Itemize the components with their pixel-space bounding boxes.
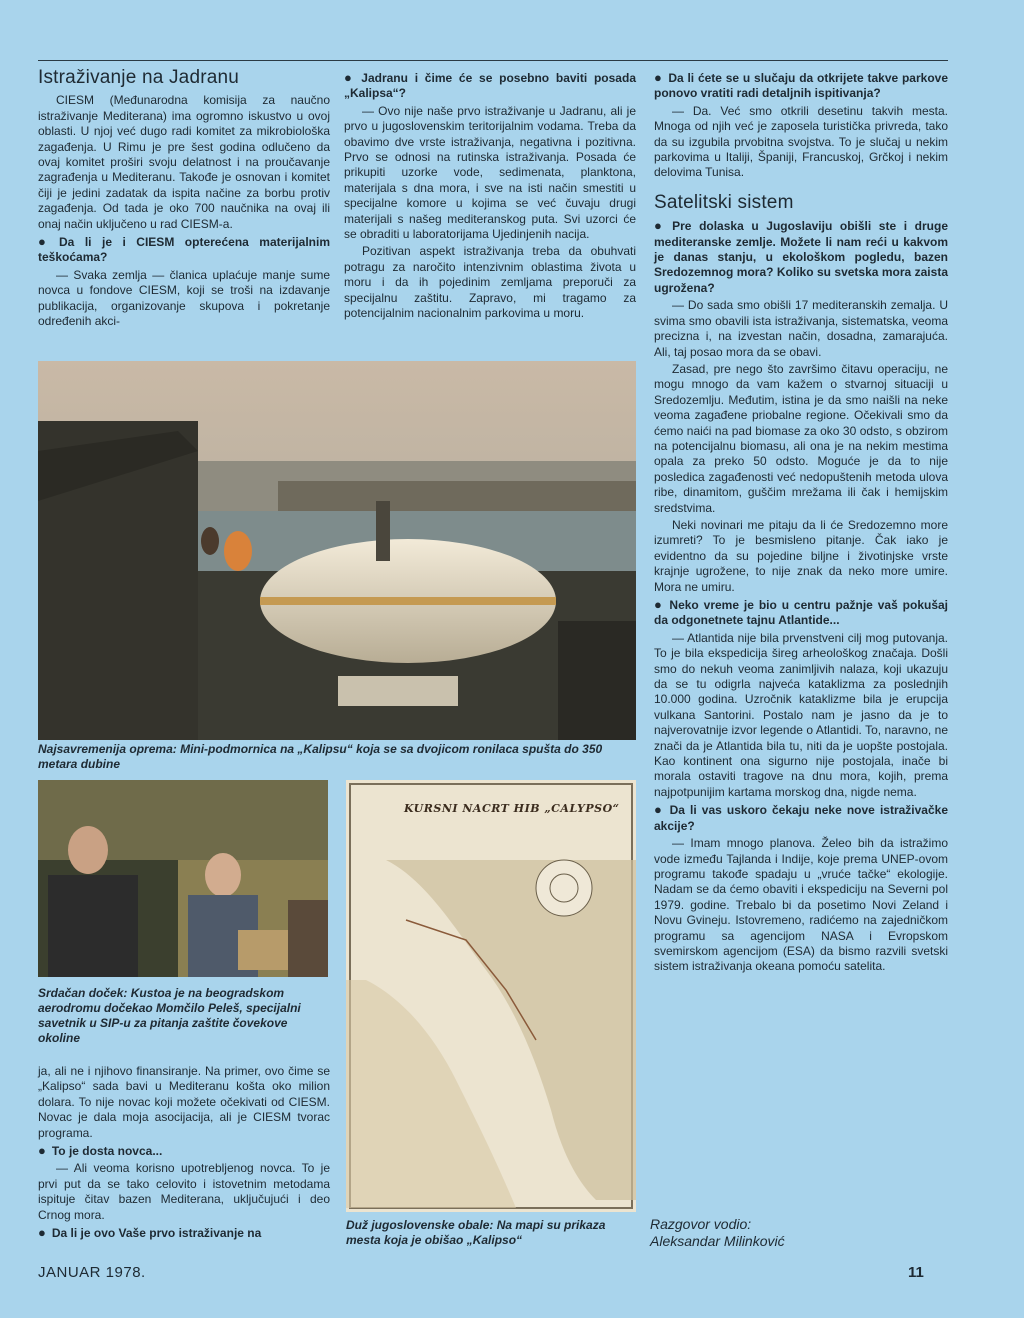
caption-meeting: Srdačan doček: Kustoa je na beogradskom aerodromu dočekao Momčilo Peleš, specijalni savetnik u SIP-u za pitanja zaštite čovekove okoline bbox=[38, 986, 301, 1045]
paragraph: — Da. Već smo otkrili desetinu takvih mesta. Mnoga od njih već je zaposela turistička privreda, tako da su izgubila prvobitna svojstva. To je slučaj u nekim parkovima u Italiji, Španiji, Francuskoj, Grčkoj i nekim delovima Tunisa. bbox=[654, 103, 948, 180]
column-1-top bbox=[38, 67, 331, 332]
section-heading-satelitski: Satelitski sistem bbox=[654, 191, 794, 213]
question: ● Neko vreme je bio u centru pažnje vaš pokušaj da odgonetnete tajnu Atlantide... bbox=[654, 597, 948, 629]
map-photo-art bbox=[346, 780, 636, 1212]
top-rule bbox=[38, 60, 948, 61]
column-2-top bbox=[344, 70, 636, 324]
question: ● Pre dolaska u Jugoslaviju obišli ste i druge mediteranske zemlje. Možete li nam reći u kakvom je danas stanju, u ekološkom pogledu, bazen Sredozemnog mora? Koliko su svetska mora zaista ugrožena? bbox=[654, 218, 948, 296]
column-1-bottom bbox=[38, 1064, 330, 1243]
paragraph: — Atlantida nije bila prvenstveni cilj mog putovanja. To je bila ekspedicija šireg arheološkog značaja. Došli smo do nekuh veoma zanimljivih nalaza, koji ukazuju da se tu odigrla najveća kataklizma za poslednjih 10.000 godina. Uzročnik kataklizme bila je erupcija vulkana Santorini. Postalo nam je jasno da je to najverovatnije izvor legende o Atlantidi. To, naravno, ne znači da je Atlantida bila tu, niti da je uopšte postojala. Kao kontinent ona sigurno nije postojala, inače bi morala ostaviti tragove na dnu mora, kojih, prema najpotpunijim kartama morskog dna, nigde nema. bbox=[654, 630, 948, 799]
paragraph: ja, ali ne i njihovo finansiranje. Na primer, ovo čime se „Kalipso“ sada bavi u Mediteranu košta oko milion dolara. To nije novac koji možete očekivati od CIESM. Novac je dala moja asocijacija, ali je CIESM tvorac programa. bbox=[38, 1064, 330, 1140]
question: ● Da li vas uskoro čekaju neke nove istraživačke akcije? bbox=[654, 802, 948, 834]
paragraph: Zasad, pre nego što završimo čitavu operaciju, ne mogu mnogo da vam kažem o stvarnoj situaciji u Sredozemlju. Međutim, istina je da smo naišli na neke veoma zagađene priobalne regione. Očekivali smo da ćemo naići na pad biomase za oko 30 odsto, s obzirom na potencijalnu biomasu, ali ona je na nekim mestima opala za preko 50 odsto. Moguće je da to nije posledica zagađenosti već nedopuštenih metoda ulova ribe, dinamitom, guščim mrežama ili čak i hemijskim sredstvima. bbox=[654, 361, 948, 515]
question: ● Da li je ovo Vaše prvo istraživanje na bbox=[38, 1225, 330, 1241]
question: ● Da li ćete se u slučaju da otkrijete takve parkove ponovo vratiti radi detaljnih ispitivanja? bbox=[654, 70, 948, 102]
section-heading-jadran: Istraživanje na Jadranu bbox=[38, 67, 240, 88]
paragraph: — Do sada smo obišli 17 mediteranskih zemalja. U svima smo obavili ista istraživanja, sistematska, veoma precizna i, na izvestan način, dosadna, zamarajuća. Ali, taj posao mora da se obavi. bbox=[654, 298, 948, 359]
paragraph: — Ali veoma korisno upotrebljenog novca. To je prvi put da se tako celovito i istovetnim metodama ispituje čitav bazen Mediterana, uključujući i deo Crnog mora. bbox=[38, 1161, 330, 1222]
issue-date: JANUAR 1978. bbox=[38, 1264, 146, 1281]
question: ● Da li je i CIESM opterećena materijalnim teškoćama? bbox=[38, 234, 330, 266]
submarine-photo bbox=[38, 361, 636, 740]
byline-author: Aleksandar Milinković bbox=[650, 1233, 785, 1249]
paragraph: — Svaka zemlja — članica uplaćuje manje sume novca u fondove CIESM, koji se troši na izdavanje publikacija, organizovanje skupova i pokretanje određenih akci- bbox=[38, 267, 330, 329]
submarine-photo-art bbox=[38, 361, 636, 740]
map-title: KURSNI NACRT HIB „CALYPSO“ bbox=[404, 802, 620, 815]
paragraph: — Ovo nije naše prvo istraživanje u Jadranu, ali je prvo u jugoslovenskim teritorijalnim vodama. Treba da obavimo dve vrste istraživanja, negativna i pozitivna. Prvo se odnosi na rutinska istraživanja. Posada će prikupiti uzorke vode, sedimenata, planktona, materijala s dna mora, i sve na isti način smestiti u specijalne komore u kojima se već čuvaju drugi materijali s našeg mediteranskog puta. Svi uzorci će se obraditi u laboratorijama Ujedinjenih nacija. bbox=[344, 103, 636, 242]
paragraph: Neki novinari me pitaju da li će Sredozemno more izumreti? To je besmisleno pitanje. Čak iako je evidentno da su pojedine biljne i životinjske vrste krajnje ugrožene, to nije znak da neko more umire. Mora ne umiru. bbox=[654, 517, 948, 594]
meeting-photo-art bbox=[38, 780, 328, 977]
question: ● Jadranu i čime će se posebno baviti posada „Kalipsa“? bbox=[344, 70, 636, 102]
paragraph: — Imam mnogo planova. Želeo bih da istražimo vode između Tajlanda i Indije, koje prema UNEP-ovom programu takođe spadaju u „vruće tačke“ ekologije. Nadam se da ćemo obaviti i ekspediciju na Severni pol 1979. godine. Trebalo bi da posetimo Novi Zeland i Novu Gvineju. Istovremeno, radićemo na zajedničkom programu sa agencijom NASA i Evropskom svemirskom agencijom (ESA) da bismo razvili svetski sistem istraživanja okeana pomoću satelita. bbox=[654, 836, 948, 974]
question: ● To je dosta novca... bbox=[38, 1143, 330, 1159]
caption-submarine: Najsavremenija oprema: Mini-podmornica na „Kalipsu“ koja se sa dvojicom ronilaca spušta do 350 metara dubine bbox=[38, 742, 603, 771]
byline-label: Razgovor vodio: bbox=[650, 1216, 752, 1232]
map-photo bbox=[346, 780, 636, 1212]
paragraph: Pozitivan aspekt istraživanja treba da obuhvati potragu za naročito intenzivnim oblastima života u moru i da ih pojedinim zemljama preporuči za specijalnu zaštitu. Zapravo, mi tragamo za potencijalnim nacionalnim parkovima u moru. bbox=[344, 244, 636, 321]
caption-map: Duž jugoslovenske obale: Na mapi su prikaza mesta koja je obišao „Kalipso“ bbox=[346, 1218, 606, 1247]
paragraph: CIESM (Međunarodna komisija za naučno istraživanje Mediterana) ima ogromno iskustvo u ovoj oblasti. U njoj već dugo radi komitet za mikrobiološka zagađenja. U Rimu je pre šest godina odlučeno da ovaj komitet proširi svoju delatnost i na proučavanje zagrađenja u Mediteranu. Takođe je osnovan i komitet čiji je jedini zadatak da ispita načine za borbu protiv zagađenja. Od tada je oko 700 naučnika na ovaj ili onaj način uključeno u rad CIESM-a. bbox=[38, 93, 330, 231]
meeting-photo bbox=[38, 780, 328, 977]
page-number: 11 bbox=[908, 1264, 924, 1281]
column-3 bbox=[654, 70, 948, 977]
byline bbox=[650, 1216, 785, 1250]
